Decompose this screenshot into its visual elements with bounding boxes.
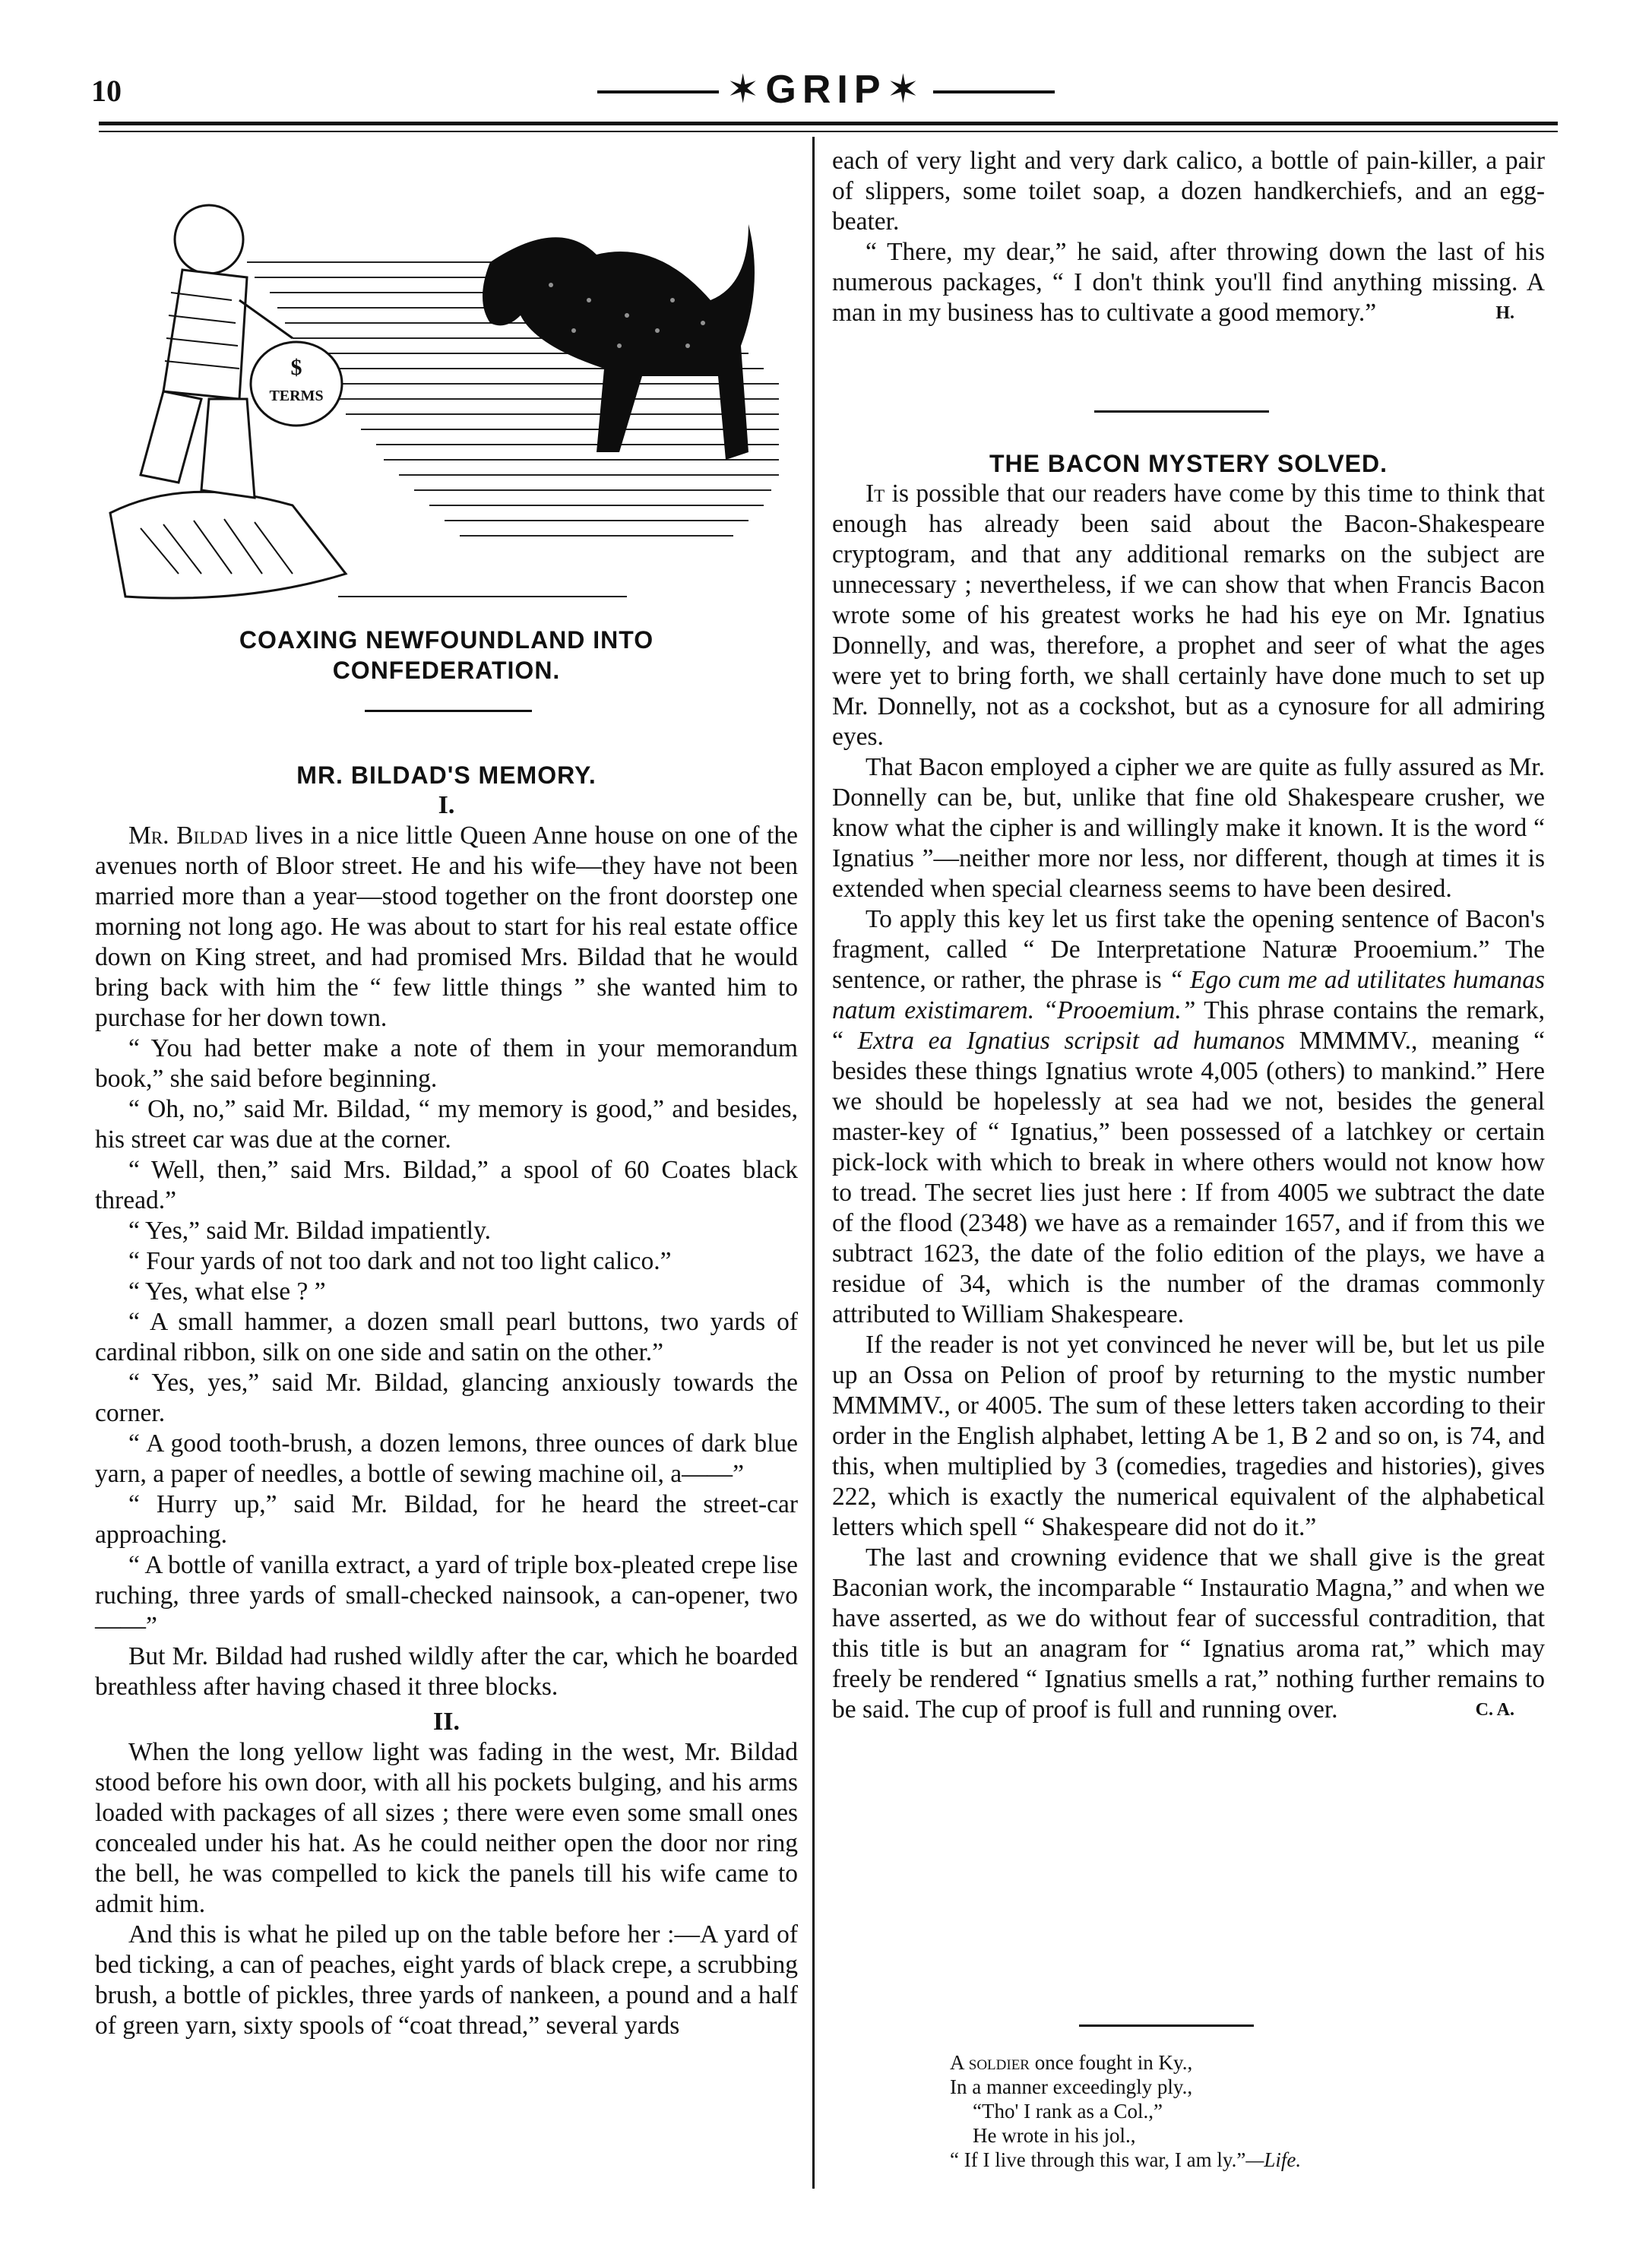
limerick-line-5 bbox=[950, 2148, 1558, 2172]
column-divider bbox=[812, 137, 815, 2189]
bacon-paragraph-4: If the reader is not yet convinced he never will be, but let us pile up an Ossa on Pelion of proof by returning to the mystic number MMMMV., or 4005. The sum of these letters taken according to their order in the English alphabet, letting A be 1, B 2 and so on, is 74, and this, when multiplied by 3 (comedies, tragedies and histories), gives 222, which is exactly the numerical equivalent of the alphabetical letters which spell “ Shakespeare did not do it.” bbox=[832, 1331, 1545, 1541]
bildad-title: MR. BILDAD'S MEMORY. bbox=[296, 761, 597, 789]
bildad-part-2: II. bbox=[433, 1708, 460, 1736]
bildad-paragraph-7: “ Yes, what else ? ” bbox=[128, 1277, 326, 1306]
masthead-rule-right bbox=[933, 90, 1055, 93]
masthead-rule-left bbox=[597, 90, 719, 93]
cartoon-caption bbox=[95, 625, 798, 685]
limerick-line-1-text: once fought in Ky., bbox=[1029, 2051, 1193, 2074]
limerick-line-1 bbox=[950, 2050, 1558, 2075]
limerick-line-2: In a manner exceedingly ply., bbox=[950, 2075, 1193, 2098]
caption-line-1: COAXING NEWFOUNDLAND INTO bbox=[239, 626, 654, 654]
bildad-paragraph-16: each of very light and very dark calico, a bottle of pain-killer, a pair of slippers, some toilet soap, a dozen handkerchiefs, and an egg-beater. bbox=[832, 147, 1545, 236]
limerick-line-5-text: “ If I live through this war, I am ly.” bbox=[950, 2148, 1246, 2171]
bildad-lead: Mr. Bildad bbox=[128, 822, 248, 850]
bildad-signature: H. bbox=[1495, 303, 1514, 323]
limerick-source: —Life. bbox=[1245, 2148, 1302, 2171]
bildad-paragraph-17 bbox=[832, 237, 1545, 328]
bacon-signature: C. A. bbox=[1475, 1700, 1514, 1720]
dollar-sign-icon: $ bbox=[290, 355, 302, 380]
header-rule-thin bbox=[99, 131, 1558, 132]
bacon-paragraph-5 bbox=[832, 1543, 1545, 1725]
bacon-article bbox=[832, 448, 1545, 1725]
bildad-paragraph-13: But Mr. Bildad had rushed wildly after the car, which he boarded breathless after having chased it three blocks. bbox=[95, 1642, 798, 1701]
bacon-p3-latin-quote: “ Ego cum me ad utilitates humanas natum existimarem. “Prooemium.” bbox=[832, 966, 1545, 1024]
caption-line-2: CONFEDERATION. bbox=[332, 657, 561, 684]
cartoon-illustration bbox=[95, 148, 798, 627]
bildad-paragraph-2: “ You had better make a note of them in your memorandum book,” she said before beginning. bbox=[95, 1034, 798, 1093]
bildad-article bbox=[95, 760, 798, 2041]
bildad-paragraph-11: “ Hurry up,” said Mr. Bildad, for he heard the street-car approaching. bbox=[95, 1490, 798, 1549]
section-rule-3 bbox=[1079, 2024, 1254, 2027]
bacon-p3-part-e: MMMMV., meaning “ besides these things Ignatius wrote 4,005 (others) to mankind.” Here we should be hopelessly at sea had we not, besides the general master-key of “ Ignatius,” been possessed of a latchkey or certain pick-lock with which to break in where others would not know how to tread. The secret lies just here : If from 4005 we subtract the date of the flood (2348) we have as a remainder 1657, and if from this we subtract 1623, the date of the folio edition of the plays, we have a residue of 34, which is the number of the dramas commonly attributed to William Shakespeare. bbox=[832, 1027, 1546, 1328]
bacon-p3-part-c: This phrase contains the remark, “ bbox=[832, 996, 1545, 1055]
masthead: ✶GRIP✶ bbox=[0, 67, 1652, 112]
right-column bbox=[832, 146, 1545, 328]
bildad-part-1: I. bbox=[438, 791, 455, 819]
limerick-line-4: He wrote in his jol., bbox=[973, 2124, 1136, 2147]
bag-label: TERMS bbox=[269, 388, 324, 404]
bacon-paragraph-1-text: is possible that our readers have come by this time to think that enough has already been said about the Bacon-Shakespeare cryptogram, and that any additional remarks on the subject are unnecessary ; nevertheless, if we can show that when Francis Bacon wrote some of his greatest works he had his eye on Mr. Ignatius Donnelly, and was, therefore, a prophet and seer of what the ages were yet to bring forth, we shall certainly have done much to set up Mr. Donnelly, not as a cockshot, but as a cynosure for all admiring eyes. bbox=[832, 480, 1545, 751]
bildad-paragraph-10: “ A good tooth-brush, a dozen lemons, three ounces of dark blue yarn, a paper of needles, a bottle of sewing machine oil, a——” bbox=[95, 1429, 798, 1488]
bildad-paragraph-15: And this is what he piled up on the table before her :—A yard of bed ticking, a can of peaches, eight yards of black crepe, a scrubbing brush, a bottle of pickles, three yards of nankeen, a pound and a half of green yarn, sixty spools of “coat thread,” several yards bbox=[95, 1920, 798, 2040]
bildad-paragraph-9: “ Yes, yes,” said Mr. Bildad, glancing anxiously towards the corner. bbox=[95, 1369, 798, 1427]
bildad-paragraph-14: When the long yellow light was fading in the west, Mr. Bildad stood before his own door, with all his pockets bulging, and his arms loaded with packages of all sizes ; there were even some small ones concealed under his hat. As he could neither open the door nor ring the bell, he was compelled to kick the panels till his wife came to admit him. bbox=[95, 1738, 798, 1918]
bildad-paragraph-3: “ Oh, no,” said Mr. Bildad, “ my memory is good,” and besides, his street car was due at the corner. bbox=[95, 1095, 798, 1154]
bacon-paragraph-3 bbox=[832, 904, 1545, 1330]
bacon-title: THE BACON MYSTERY SOLVED. bbox=[989, 450, 1388, 477]
bildad-paragraph-17-text: “ There, my dear,” he said, after throwing down the last of his numerous packages, “ I don't think you'll find anything missing. A man in my business has to cultivate a good memory.” bbox=[832, 238, 1545, 327]
bildad-paragraph-4: “ Well, then,” said Mrs. Bildad,” a spool of 60 Coates black thread.” bbox=[95, 1156, 798, 1214]
page-number: 10 bbox=[91, 74, 122, 108]
bildad-paragraph-1 bbox=[95, 821, 798, 1034]
masthead-title: GRIP bbox=[765, 68, 887, 112]
section-rule bbox=[365, 710, 532, 712]
limerick-lead: A soldier bbox=[950, 2051, 1030, 2074]
section-rule-2 bbox=[1094, 410, 1269, 413]
bildad-paragraph-5: “ Yes,” said Mr. Bildad impatiently. bbox=[128, 1217, 492, 1245]
limerick bbox=[950, 2050, 1558, 2172]
header-rule bbox=[99, 122, 1558, 125]
bacon-lead: It bbox=[866, 480, 885, 508]
bacon-paragraph-2: That Bacon employed a cipher we are quite as fully assured as Mr. Donnelly can be, but, unlike that fine old Shakespeare crusher, we know what the cipher is and willingly make it known. It is the word “ Ignatius ”—neither more nor less, nor different, though at times it is extended when special clearness seems to have been desired. bbox=[832, 753, 1545, 903]
bildad-paragraph-1-text: lives in a nice little Queen Anne house on one of the avenues north of Bloor street. He and his wife—they have not been married more than a year—stood together on the front doorstep one morning not long ago. He was about to start for his real estate office down on King street, and had promised Mrs. Bildad that he would bring back with him the “ few little things ” she wanted him to purchase for her down town. bbox=[95, 822, 799, 1032]
bacon-paragraph-5-text: The last and crowning evidence that we shall give is the great Baconian work, the incomparable “ Instauratio Magna,” and when we have asserted, as we do without fear of successful contradition, that this title is but an anagram for “ Ignatius aroma rat,” which may freely be rendered “ Ignatius smells a rat,” nothing further remains to be said. The cup of proof is full and running over. bbox=[832, 1543, 1545, 1724]
bacon-p3-latin-phrase: Extra ea Ignatius scripsit ad humanos bbox=[857, 1027, 1285, 1055]
bildad-paragraph-8: “ A small hammer, a dozen small pearl buttons, two yards of cardinal ribbon, silk on one side and satin on the other.” bbox=[95, 1308, 798, 1366]
bildad-paragraph-12: “ A bottle of vanilla extract, a yard of triple box-pleated crepe lise ruching, three yards of small-checked nainsook, a can-opener, two——” bbox=[95, 1551, 798, 1640]
bildad-paragraph-6: “ Four yards of not too dark and not too light calico.” bbox=[128, 1247, 672, 1275]
limerick-line-3: “Tho' I rank as a Col.,” bbox=[973, 2100, 1163, 2123]
bacon-paragraph-1 bbox=[832, 479, 1545, 752]
bacon-p3-part-a: To apply this key let us first take the opening sentence of Bacon's fragment, called “ De Interpretatione Naturæ Prooemium.” The sentence, or rather, the phrase is bbox=[832, 905, 1545, 994]
